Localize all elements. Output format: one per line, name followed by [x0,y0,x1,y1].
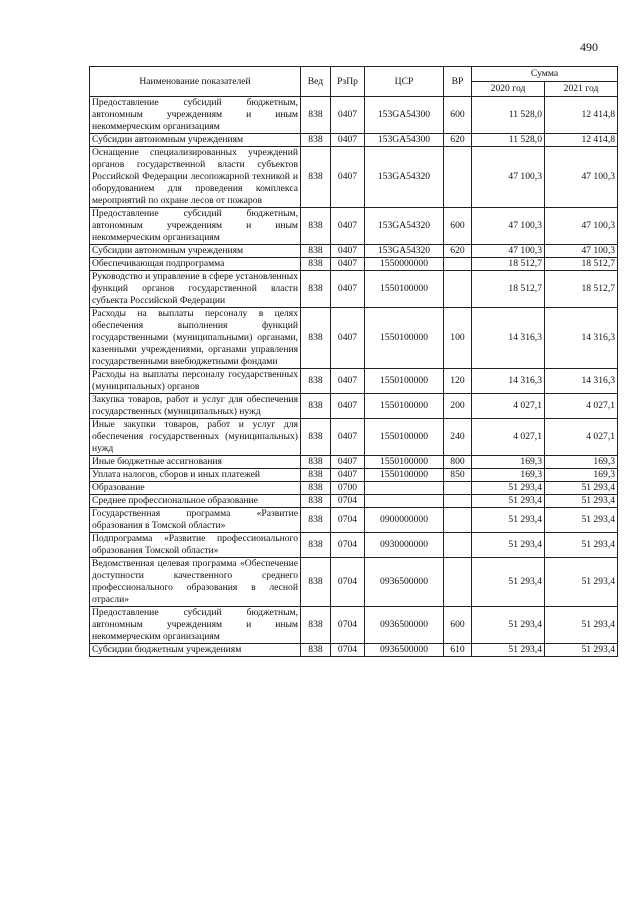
row-name: Субсидии автономным учреждениям [90,245,301,258]
table-row [90,419,618,456]
row-ved: 838 [301,258,331,271]
row-rzpr: 0407 [331,97,365,134]
row-rzpr: 0704 [331,508,365,533]
row-name: Оснащение специализированных учреждений органов государственной власти субъектов Российской Федерации лесопожарной техникой и оборудованием для проведения комплекса мероприятий по охране лесов от пожаров [90,147,301,208]
table-row [90,308,618,369]
row-sum-2020: 4 027,1 [472,394,545,419]
row-csr: 0936500000 [365,644,444,657]
page-number: 490 [580,40,598,54]
row-sum-2020: 51 293,4 [472,508,545,533]
row-rzpr: 0704 [331,558,365,607]
row-rzpr: 0407 [331,419,365,456]
row-rzpr: 0407 [331,208,365,245]
row-sum-2020: 47 100,3 [472,245,545,258]
row-sum-2021: 18 512,7 [545,271,618,308]
table-row [90,495,618,508]
row-csr: 153GA54300 [365,97,444,134]
row-vr [444,558,472,607]
row-sum-2021: 51 293,4 [545,533,618,558]
row-name: Иные закупки товаров, работ и услуг для обеспечения государственных (муниципальных) нужд [90,419,301,456]
row-rzpr: 0704 [331,533,365,558]
row-ved: 838 [301,456,331,469]
row-csr: 1550100000 [365,369,444,394]
row-rzpr: 0407 [331,258,365,271]
row-sum-2020: 51 293,4 [472,644,545,657]
row-sum-2021: 14 316,3 [545,308,618,369]
row-rzpr: 0407 [331,245,365,258]
row-vr: 240 [444,419,472,456]
row-csr: 0936500000 [365,607,444,644]
row-csr: 1550100000 [365,456,444,469]
row-name: Ведомственная целевая программа «Обеспечение доступности качественного среднего профессионального образования в лесной отрасли» [90,558,301,607]
row-name: Иные бюджетные ассигнования [90,456,301,469]
row-name: Образование [90,482,301,495]
row-sum-2020: 14 316,3 [472,308,545,369]
row-rzpr: 0407 [331,147,365,208]
row-ved: 838 [301,97,331,134]
row-ved: 838 [301,469,331,482]
row-name: Руководство и управление в сфере установленных функций органов государственной власти субъекта Российской Федерации [90,271,301,308]
row-vr [444,147,472,208]
table-row [90,134,618,147]
table-row [90,97,618,134]
row-csr: 0900000000 [365,508,444,533]
table-row [90,394,618,419]
row-sum-2020: 169,3 [472,456,545,469]
row-vr [444,258,472,271]
row-sum-2020: 51 293,4 [472,607,545,644]
row-sum-2021: 47 100,3 [545,147,618,208]
row-csr: 0930000000 [365,533,444,558]
row-vr [444,533,472,558]
row-rzpr: 0407 [331,308,365,369]
row-vr: 120 [444,369,472,394]
row-sum-2020: 18 512,7 [472,258,545,271]
col-header-rzpr: РзПр [331,67,365,97]
row-sum-2021: 169,3 [545,456,618,469]
row-sum-2020: 51 293,4 [472,533,545,558]
row-sum-2020: 14 316,3 [472,369,545,394]
row-ved: 838 [301,607,331,644]
row-csr: 0936500000 [365,558,444,607]
row-sum-2021: 51 293,4 [545,644,618,657]
budget-table [89,66,618,657]
row-name: Подпрограмма «Развитие профессионального образования Томской области» [90,533,301,558]
row-ved: 838 [301,419,331,456]
col-header-vr: ВР [444,67,472,97]
row-sum-2021: 169,3 [545,469,618,482]
row-name: Расходы на выплаты персоналу в целях обеспечения выполнения функций государственными (муниципальными) органами, казенными учреждениями, органами управления государственными внебюджетными фондами [90,308,301,369]
row-sum-2020: 18 512,7 [472,271,545,308]
row-csr: 1550100000 [365,394,444,419]
row-vr: 620 [444,134,472,147]
row-sum-2021: 47 100,3 [545,245,618,258]
row-vr: 800 [444,456,472,469]
row-sum-2021: 14 316,3 [545,369,618,394]
row-vr: 610 [444,644,472,657]
row-ved: 838 [301,308,331,369]
row-name: Закупка товаров, работ и услуг для обеспечения государственных (муниципальных) нужд [90,394,301,419]
row-rzpr: 0407 [331,469,365,482]
row-name: Среднее профессиональное образование [90,495,301,508]
col-header-sum: Сумма [472,67,618,82]
row-sum-2021: 51 293,4 [545,482,618,495]
row-vr: 850 [444,469,472,482]
row-csr: 1550100000 [365,419,444,456]
row-rzpr: 0704 [331,644,365,657]
row-vr [444,495,472,508]
row-rzpr: 0407 [331,394,365,419]
table-row [90,456,618,469]
table-row [90,245,618,258]
row-ved: 838 [301,394,331,419]
table-row [90,258,618,271]
row-ved: 838 [301,245,331,258]
row-name: Расходы на выплаты персоналу государственных (муниципальных) органов [90,369,301,394]
col-header-name: Наименование показателей [90,67,301,97]
col-header-csr: ЦСР [365,67,444,97]
col-header-2021: 2021 год [545,82,618,97]
row-sum-2021: 51 293,4 [545,607,618,644]
table-row [90,271,618,308]
table-row [90,558,618,607]
row-sum-2021: 51 293,4 [545,508,618,533]
row-sum-2021: 12 414,8 [545,134,618,147]
row-csr: 1550100000 [365,308,444,369]
row-sum-2021: 4 027,1 [545,394,618,419]
row-sum-2020: 11 528,0 [472,97,545,134]
row-ved: 838 [301,482,331,495]
row-name: Предоставление субсидий бюджетным, автономным учреждениям и иным некоммерческим организациям [90,607,301,644]
row-sum-2021: 12 414,8 [545,97,618,134]
col-header-ved: Вед [301,67,331,97]
row-vr [444,482,472,495]
row-ved: 838 [301,508,331,533]
row-csr: 1550000000 [365,258,444,271]
row-csr: 153GA54300 [365,134,444,147]
table-row [90,208,618,245]
row-name: Государственная программа «Развитие образования в Томской области» [90,508,301,533]
row-csr: 153GA54320 [365,245,444,258]
row-sum-2021: 51 293,4 [545,495,618,508]
row-vr: 600 [444,97,472,134]
row-name: Обеспечивающая подпрограмма [90,258,301,271]
row-vr: 600 [444,208,472,245]
row-ved: 838 [301,134,331,147]
row-name: Субсидии автономным учреждениям [90,134,301,147]
row-sum-2020: 47 100,3 [472,208,545,245]
row-sum-2020: 51 293,4 [472,558,545,607]
row-name: Субсидии бюджетным учреждениям [90,644,301,657]
col-header-2020: 2020 год [472,82,545,97]
row-csr [365,495,444,508]
row-vr [444,271,472,308]
table-row [90,607,618,644]
table-row [90,147,618,208]
row-sum-2020: 4 027,1 [472,419,545,456]
row-name: Предоставление субсидий бюджетным, автономным учреждениям и иным некоммерческим организациям [90,97,301,134]
row-rzpr: 0407 [331,134,365,147]
row-sum-2020: 169,3 [472,469,545,482]
row-sum-2020: 51 293,4 [472,495,545,508]
row-rzpr: 0407 [331,369,365,394]
row-vr [444,508,472,533]
row-sum-2021: 51 293,4 [545,558,618,607]
row-csr: 153GA54320 [365,147,444,208]
row-rzpr: 0704 [331,607,365,644]
row-ved: 838 [301,147,331,208]
row-vr: 100 [444,308,472,369]
row-ved: 838 [301,644,331,657]
table-row [90,482,618,495]
table-row [90,369,618,394]
row-csr: 1550100000 [365,271,444,308]
row-ved: 838 [301,369,331,394]
row-vr: 200 [444,394,472,419]
row-name: Уплата налогов, сборов и иных платежей [90,469,301,482]
row-csr: 153GA54320 [365,208,444,245]
table-header [90,67,618,97]
row-sum-2020: 47 100,3 [472,147,545,208]
row-rzpr: 0407 [331,271,365,308]
table-row [90,533,618,558]
table-row [90,644,618,657]
row-rzpr: 0700 [331,482,365,495]
row-sum-2020: 51 293,4 [472,482,545,495]
row-sum-2020: 11 528,0 [472,134,545,147]
row-rzpr: 0704 [331,495,365,508]
row-csr: 1550100000 [365,469,444,482]
row-sum-2021: 4 027,1 [545,419,618,456]
row-ved: 838 [301,495,331,508]
row-ved: 838 [301,271,331,308]
row-ved: 838 [301,533,331,558]
table-row [90,508,618,533]
table-row [90,469,618,482]
row-sum-2021: 47 100,3 [545,208,618,245]
table-body [90,97,618,657]
row-rzpr: 0407 [331,456,365,469]
row-sum-2021: 18 512,7 [545,258,618,271]
row-vr: 600 [444,607,472,644]
row-vr: 620 [444,245,472,258]
row-csr [365,482,444,495]
row-ved: 838 [301,558,331,607]
row-ved: 838 [301,208,331,245]
row-name: Предоставление субсидий бюджетным, автономным учреждениям и иным некоммерческим организациям [90,208,301,245]
